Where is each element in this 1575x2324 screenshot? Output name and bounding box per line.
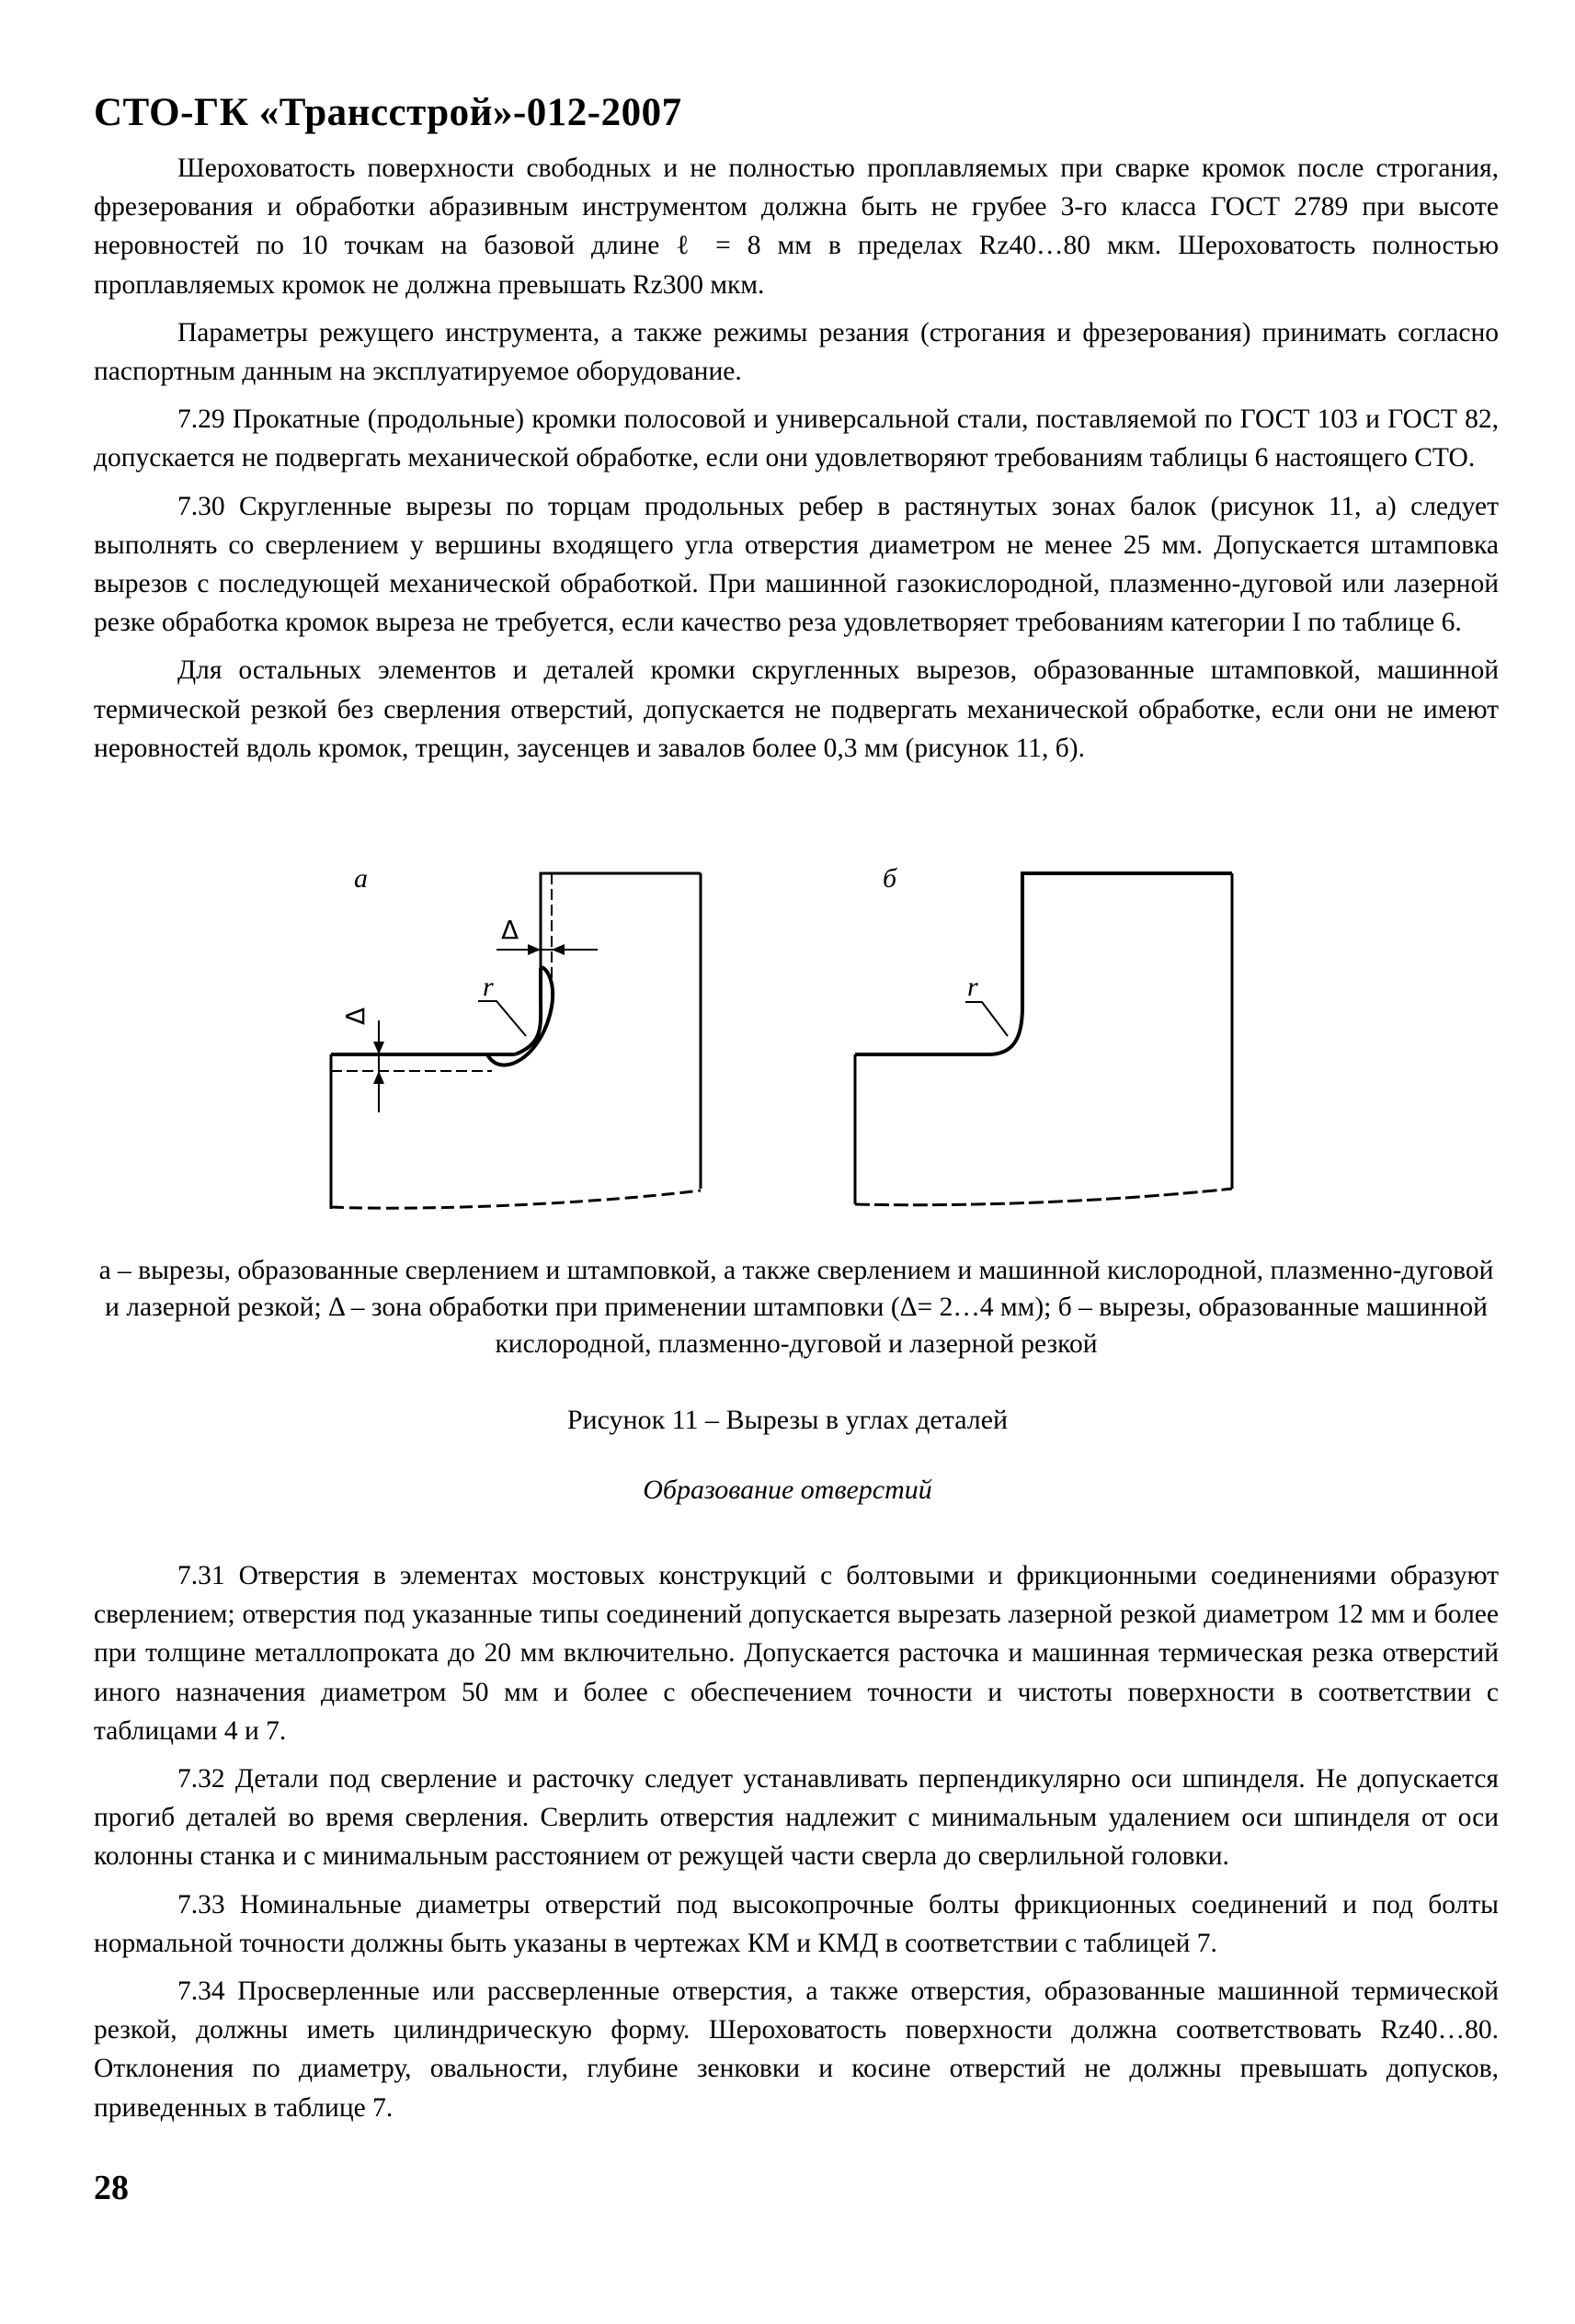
- paragraph: 7.33 Номинальные диаметры отверстий под высокопрочные болты фрикционных соединений и под болты нормальной точности должны быть указаны в чертежах КМ и КМД в соответствии с таблицей 7.: [94, 1889, 1499, 1958]
- figure-label-a: а: [354, 863, 368, 894]
- delta-label-vertical: Δ: [340, 1007, 371, 1025]
- paragraph: 7.32 Детали под сверление и расточку следует устанавливать перпендикулярно оси шпинделя. Не допускается прогиб деталей во время сверления. Сверлить отверстия надлежит с минимальным удалением оси шпинделя от оси колонны станка и с минимальным расстоянием от режущей части сверла до сверлильной головки.: [94, 1764, 1499, 1872]
- figure-caption: а – вырезы, образованные сверлением и штамповкой, а также сверлением и машинной кислородной, плазменно-дуговой и лазерной резкой; Δ – зона обработки при применении штамповки (Δ= 2…4 мм); б – вырезы, образованные машинной кислородной, плазменно-дуговой и лазерной резкой: [98, 1256, 1494, 1359]
- text-block-top: [94, 149, 1499, 768]
- section-title: Образование отверстий: [643, 1475, 932, 1505]
- page-number: 28: [94, 2169, 129, 2207]
- figure-part-b: [855, 863, 1232, 1205]
- figure-part-a: [331, 863, 701, 1209]
- figure-title: Рисунок 11 – Вырезы в углах деталей: [566, 1405, 1009, 1435]
- paragraph: 7.34 Просверленные или рассверленные отверстия, а также отверстия, образованные машинной термической резкой, должны иметь цилиндрическую форму. Шероховатость поверхности должна соответствовать Rz40…80. Отклонения по диаметру, овальности, глубине зенковки и косине отверстий не должны превышать допусков, приведенных в таблице 7.: [94, 1977, 1499, 2123]
- document-header: СТО-ГК «Трансстрой»-012-2007: [94, 91, 682, 134]
- paragraph: Шероховатость поверхности свободных и не полностью проплавляемых при сварке кромок после строгания, фрезерования и обработки абразивным инструментом должна быть не грубее 3-го класса ГОСТ 2789 при высоте неровностей по 10 точкам на базовой длине ℓ = 8 мм в пределах Rz40…80 мкм. Шероховатость полностью проплавляемых кромок не должна превышать Rz300 мкм.: [94, 154, 1499, 300]
- paragraph: Параметры режущего инструмента, а также режимы резания (строгания и фрезерования) принимать согласно паспортным данным на эксплуатируемое оборудование.: [94, 317, 1499, 387]
- paragraph: 7.31 Отверстия в элементах мостовых конструкций с болтовыми и фрикционными соединениями образуют сверлением; отверстия под указанные типы соединений допускается вырезать лазерной резкой диаметром 12 мм и более при толщине металлопроката до 20 мм включительно. Допускается расточка и машинная термическая резка отверстий иного назначения диаметром 50 мм и более с обеспечением точности и чистоты поверхности в соответствии с таблицами 4 и 7.: [94, 1561, 1499, 1746]
- radius-label-a: r: [483, 972, 494, 1002]
- paragraph: 7.29 Прокатные (продольные) кромки полосовой и универсальной стали, поставляемой по ГОСТ 103 и ГОСТ 82, допускается не подвергать механической обработке, если они удовлетворяют требованиям таблицы 6 настоящего СТО.: [94, 404, 1499, 473]
- radius-label-b: r: [967, 972, 978, 1002]
- figure-label-b: б: [883, 863, 897, 894]
- figure-11-drawing: [303, 860, 1269, 1227]
- text-block-bottom: [94, 1556, 1499, 2127]
- delta-label-horizontal: Δ: [501, 915, 519, 945]
- paragraph: Для остальных элементов и деталей кромки скругленных вырезов, образованные штамповкой, машинной термической резкой без сверления отверстий, допускается не подвергать механической обработке, если они не имеют неровностей вдоль кромок, трещин, заусенцев и завалов более 0,3 мм (рисунок 11, б).: [94, 655, 1499, 763]
- paragraph: 7.30 Скругленные вырезы по торцам продольных ребер в растянутых зонах балок (рисунок 11, а) следует выполнять со сверлением у вершины входящего угла отверстия диаметром не менее 25 мм. Допускается штамповка вырезов с последующей механической обработкой. При машинной газокислородной, плазменно-дуговой или лазерной резке обработка кромок выреза не требуется, если качество реза удовлетворяет требованиям категории I по таблице 6.: [94, 491, 1499, 638]
